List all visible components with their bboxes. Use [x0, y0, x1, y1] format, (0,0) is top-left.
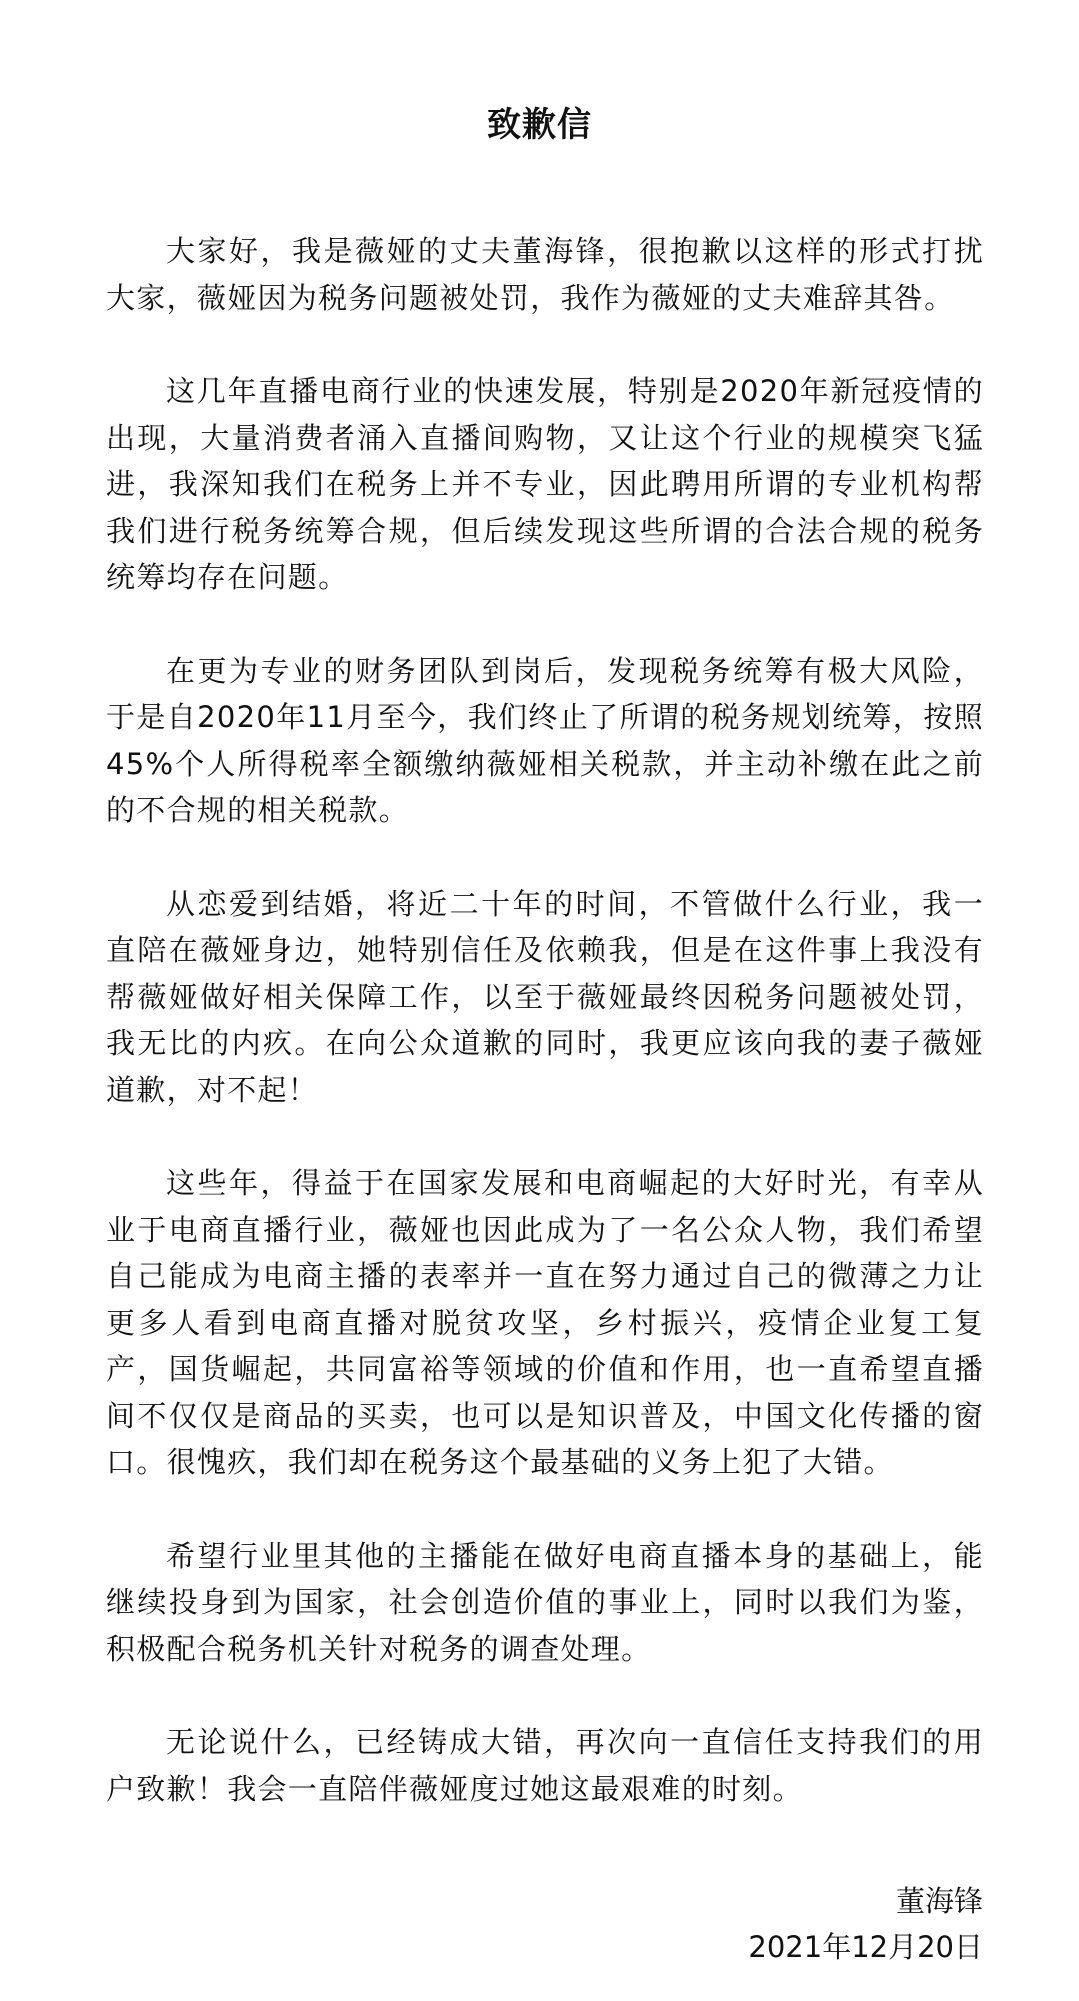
signature-date: 2021年12月20日	[748, 1930, 983, 1964]
signature-name: 董海锋	[895, 1884, 983, 1918]
paragraph-closing: 无论说什么，已经铸成大错，再次向一直信任支持我们的用户致歉！我会一直陪伴薇娅度过她这最艰难的时刻。	[106, 1725, 984, 1806]
paragraph-industry-background: 这几年直播电商行业的快速发展，特别是2020年新冠疫情的出现，大量消费者涌入直播间购物，又让这个行业的规模突飞猛进，我深知我们在税务上并不专业，因此聘用所谓的专业机构帮我们进行税务统筹合规，但后续发现这些所谓的合法合规的税务统筹均存在问题。	[106, 374, 984, 594]
paragraph-personal-apology: 从恋爱到结婚，将近二十年的时间，不管做什么行业，我一直陪在薇娅身边，她特别信任及依赖我，但是在这件事上我没有帮薇娅做好相关保障工作，以至于薇娅最终因税务问题被处罚，我无比的内疚。在向公众道歉的同时，我更应该向我的妻子薇娅道歉，对不起！	[106, 886, 984, 1107]
letter-body	[106, 228, 984, 1859]
signature-block	[748, 1878, 983, 1970]
paragraph-greeting: 大家好，我是薇娅的丈夫董海锋，很抱歉以这样的形式打扰大家，薇娅因为税务问题被处罚，我作为薇娅的丈夫难辞其咎。	[106, 234, 984, 315]
paragraph-reflection: 这些年，得益于在国家发展和电商崛起的大好时光，有幸从业于电商直播行业，薇娅也因此成为了一名公众人物，我们希望自己能成为电商主播的表率并一直在努力通过自己的微薄之力让更多人看到电商直播对脱贫攻坚，乡村振兴，疫情企业复工复产，国货崛起，共同富裕等领域的价值和作用，也一直希望直播间不仅仅是商品的买卖，也可以是知识普及，中国文化传播的窗口。很愧疚，我们却在税务这个最基础的义务上犯了大错。	[106, 1166, 984, 1479]
letter-title: 致歉信	[487, 105, 592, 145]
paragraph-tax-correction: 在更为专业的财务团队到岗后，发现税务统筹有极大风险，于是自2020年11月至今，我们终止了所谓的税务规划统筹，按照45%个人所得税率全额缴纳薇娅相关税款，并主动补缴在此之前的不合规的相关税款。	[106, 653, 984, 827]
paragraph-industry-hope: 希望行业里其他的主播能在做好电商直播本身的基础上，能继续投身到为国家，社会创造价值的事业上，同时以我们为鉴，积极配合税务机关针对税务的调查处理。	[106, 1538, 984, 1666]
